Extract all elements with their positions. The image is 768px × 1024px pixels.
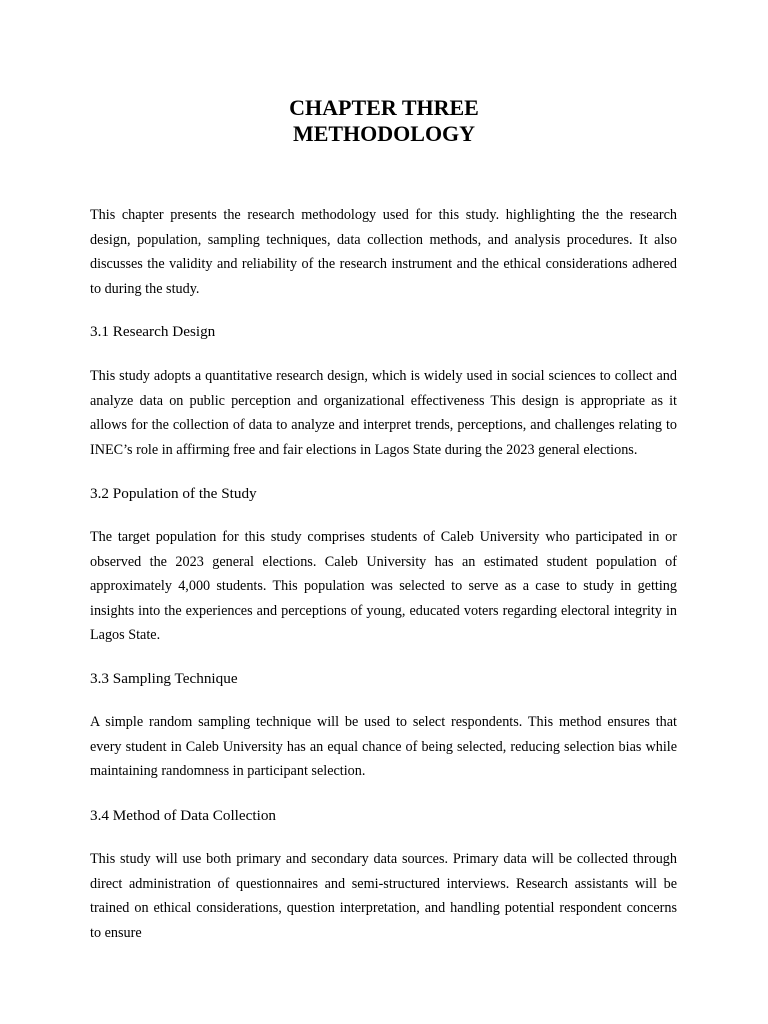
section-body-data-collection: This study will use both primary and secondary data sources. Primary data will be collected through direct administration of questionnaires and semi-structured interviews. Research assistants will be trained on ethical considerations, question interpretation, and handling potential respondent concerns to ensure [90,851,677,941]
section-body-research-design: This study adopts a quantitative research design, which is widely used in social sciences to collect and analyze data on public perception and organizational effectiveness This design is appropriate as it allows for the collection of data to analyze and interpret trends, perceptions, and challenges relating to INEC’s role in affirming free and fair elections in Lagos State during the 2023 general elections. [90,368,677,458]
section-heading-sampling: 3.3 Sampling Technique [90,670,238,687]
intro-paragraph: This chapter presents the research methodology used for this study. highlighting the the research design, population, sampling techniques, data collection methods, and analysis procedures. It also discusses the validity and reliability of the research instrument and the ethical considerations adhered to during the study. [90,207,677,297]
section-body-population: The target population for this study comprises students of Caleb University who participated in or observed the 2023 general elections. Caleb University has an estimated student population of approximately 4,000 students. This population was selected to serve as a case to study in getting insights into the experiences and perceptions of young, educated voters regarding electoral integrity in Lagos State. [90,529,677,644]
section-heading-research-design: 3.1 Research Design [90,323,216,340]
chapter-title: CHAPTER THREE [289,95,479,120]
section-heading-data-collection: 3.4 Method of Data Collection [90,807,277,824]
chapter-subtitle: METHODOLOGY [292,121,476,146]
section-heading-population: 3.2 Population of the Study [90,485,257,502]
section-body-sampling: A simple random sampling technique will be used to select respondents. This method ensures that every student in Caleb University has an equal chance of being selected, reducing selection bias while maintaining randomness in participant selection. [90,714,677,780]
